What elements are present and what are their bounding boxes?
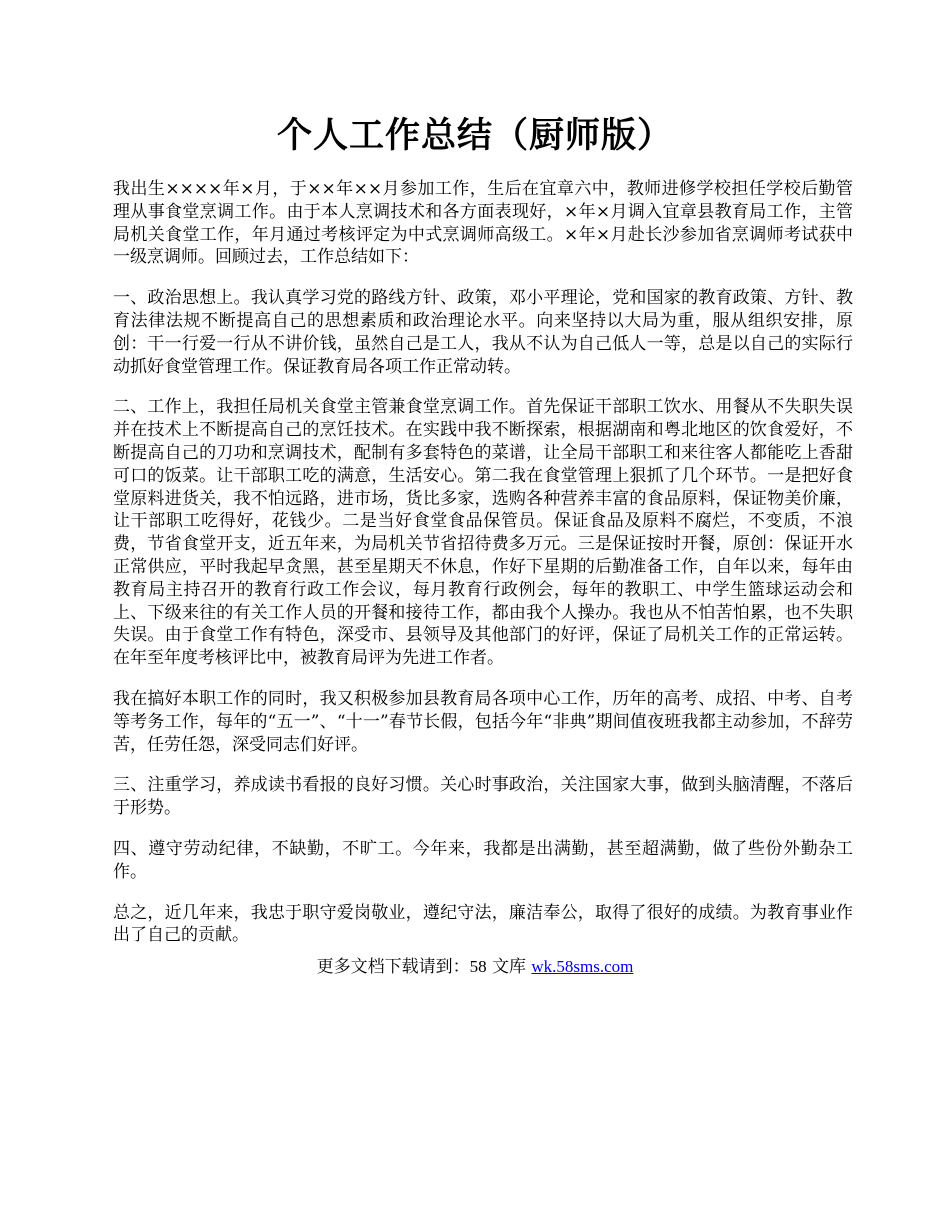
paragraph-work: 二、工作上，我担任局机关食堂主管兼食堂烹调工作。首先保证干部职工饮水、用餐从不失职失误并在技术上不断提高自己的烹饪技术。在实践中我不断探索，根据湖南和粤北地区的饮食爱好，不断提高自己的刀功和烹调技术，配制有多套特色的菜谱，让全局干部职工和来往客人都能吃上香甜可口的饭菜。让干部职工吃的满意，生活安心。第二我在食堂管理上狠抓了几个环节。一是把好食堂原料进货关，我不怕远路，进市场，货比多家，选购各种营养丰富的食品原料，保证物美价廉，让干部职工吃得好，花钱少。二是当好食堂食品保管员。保证食品及原料不腐烂，不变质，不浪费，节省食堂开支，近五年来，为局机关节省招待费多万元。三是保证按时开餐，原创：保证开水正常供应，平时我起早贪黑，甚至星期天不休息，作好下星期的后勤准备工作，自年以来，每年由教育局主持召开的教育行政工作会议，每月教育行政例会，每年的教职工、中学生篮球运动会和上、下级来往的有关工作人员的开餐和接待工作，都由我个人操办。我也从不怕苦怕累，也不失职失误。由于食堂工作有特色，深受市、县领导及其他部门的好评，保证了局机关工作的正常运转。在年至年度考核评比中，被教育局评为先进工作者。 — [113, 397, 853, 669]
download-footer — [0, 955, 950, 979]
paragraph-political: 一、政治思想上。我认真学习党的路线方针、政策，邓小平理论，党和国家的教育政策、方针、教育法律法规不断提高自己的思想素质和政治理论水平。向来坚持以大局为重，服从组织安排，原创：干一行爱一行从不讲价钱，虽然自己是工人，我从不认为自己低人一等，总是以自己的实际行动抓好食堂管理工作。保证教育局各项工作正常动转。 — [113, 288, 853, 377]
footer-prefix: 更多文档下载请到： — [316, 957, 470, 977]
paragraph-extra-work: 我在搞好本职工作的同时，我又积极参加县教育局各项中心工作，历年的高考、成招、中考、自考等考务工作，每年的“五一”、“十一”春节长假，包括今年“非典”期间值夜班我都主动参加，不辞劳苦，任劳任怨，深受同志们好评。 — [113, 688, 853, 755]
footer-number: 58 — [469, 957, 487, 976]
document-title: 个人工作总结（厨师版） — [276, 115, 673, 156]
paragraph-intro: 我出生××××年×月，于××年××月参加工作，生后在宜章六中，教师进修学校担任学校后勤管理从事食堂烹调工作。由于本人烹调技术和各方面表现好，×年×月调入宜章县教育局工作，主管局机关食堂工作，年月通过考核评定为中式烹调师高级工。×年×月赴长沙参加省烹调师考试获中一级烹调师。回顾过去，工作总结如下： — [113, 179, 853, 268]
paragraph-study: 三、注重学习，养成读书看报的良好习惯。关心时事政治，关注国家大事，做到头脑清醒，不落后于形势。 — [113, 775, 853, 819]
paragraph-conclusion: 总之，近几年来，我忠于职守爱岗敬业，遵纪守法，廉洁奉公，取得了很好的成绩。为教育事业作出了自己的贡献。 — [113, 902, 853, 946]
footer-site-link[interactable]: wk.58sms.com — [531, 957, 634, 976]
document-body — [113, 178, 853, 965]
paragraph-discipline: 四、遵守劳动纪律，不缺勤，不旷工。今年来，我都是出满勤，甚至超满勤，做了些份外勤杂工作。 — [113, 838, 853, 882]
footer-site-name: 文库 — [492, 957, 526, 977]
